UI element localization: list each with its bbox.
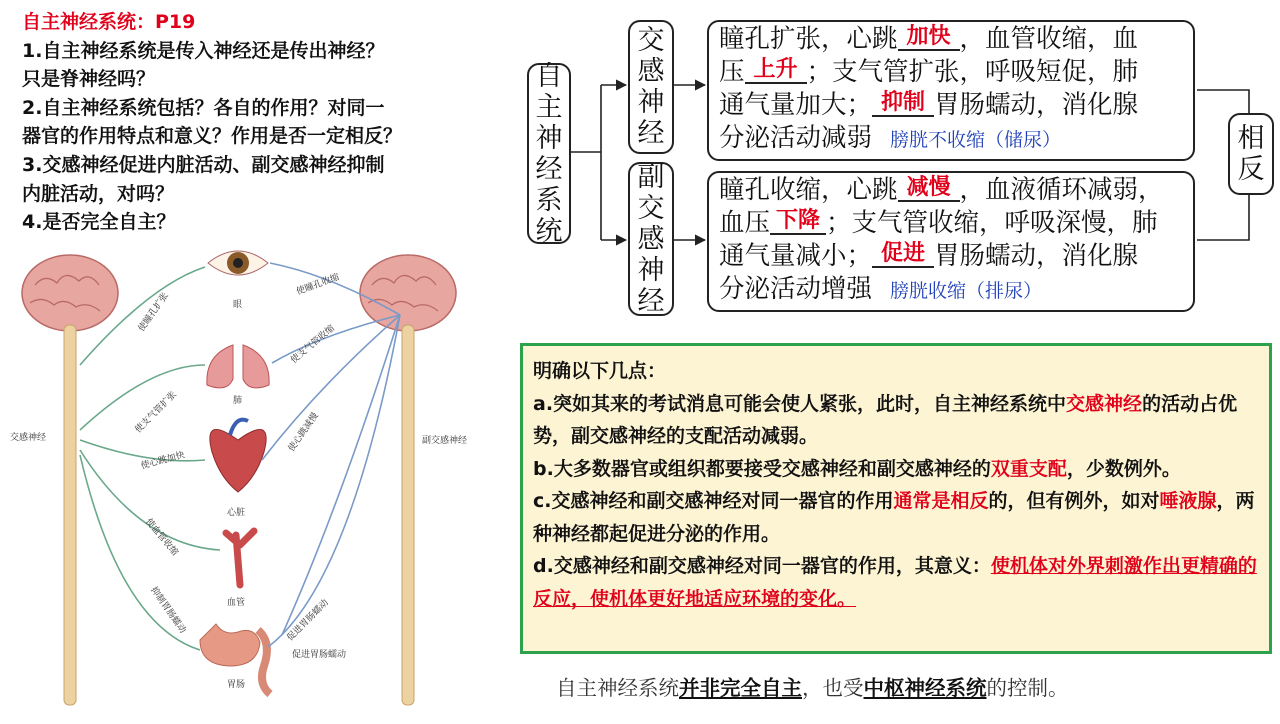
organ-label: 血管 — [227, 598, 246, 608]
footer-note: 自主神经系统并非完全自主，也受中枢神经系统的控制。 — [556, 676, 1069, 700]
lungs-icon — [207, 345, 269, 388]
arrow-label: 使支气管收缩 — [289, 323, 337, 366]
question-line: 1.自主神经系统是传入神经还是传出神经？ — [22, 39, 385, 62]
answer-blank: 抑制 — [872, 91, 934, 117]
question-line: 2.自主神经系统包括？各自的作用？对同一 — [22, 96, 385, 119]
nervous-system-illustration — [0, 245, 510, 720]
point-c: c.交感神经和副交感神经对同一器官的作用通常是相反的，但有例外，如对唾液腺，两种神经都起促进分泌的作用。 — [533, 490, 1255, 545]
heart-icon — [210, 420, 266, 492]
questions-panel — [22, 8, 512, 237]
point-a: a.突如其来的考试消息可能会使人紧张，此时，自主神经系统中交感神经的活动占优势，副交感神经的支配活动减弱。 — [533, 392, 1238, 447]
question-line: 只是脊神经吗？ — [22, 68, 156, 91]
organ-label: 胃肠 — [227, 680, 246, 690]
answer-blank: 加快 — [898, 25, 960, 51]
arrow-label: 促进胃肠蠕动 — [292, 650, 347, 660]
parasympathetic-arrows — [262, 263, 400, 647]
arrow-label: 使瞳孔收缩 — [295, 272, 341, 298]
answer-blank: 促进 — [872, 242, 934, 268]
question-line: 3.交感神经促进内脏活动、副交感神经抑制 — [22, 153, 385, 176]
parasympathetic-effects: 瞳孔收缩，心跳 减慢 ，血液循环减弱， 血压 下降 ；支气管收缩，呼吸深慢，肺 通气量减小； 促进 胃肠蠕动，消化腺 分泌活动增强 膀胱收缩（排尿） — [707, 171, 1195, 312]
point-b: b.大多数器官或组织都要接受交感神经和副交感神经的双重支配，少数例外。 — [533, 457, 1181, 480]
bladder-note: 膀胱不收缩（储尿） — [890, 129, 1062, 151]
arrow-label: 使瞳孔扩张 — [136, 291, 171, 334]
sympathetic-box: 交 感 神 经 — [628, 20, 674, 154]
arrow-label: 使心跳加快 — [139, 450, 186, 472]
questions-title: 自主神经系统：P19 — [22, 11, 196, 33]
sympathetic-effects: 瞳孔扩张，心跳 加快 ，血管收缩，血 压 上升 ；支气管扩张，呼吸短促，肺 通气量加大； 抑制 胃肠蠕动，消化腺 分泌活动减弱 膀胱不收缩（储尿） — [707, 20, 1195, 161]
illustration-drawing — [0, 245, 510, 720]
blood-vessel-icon — [226, 531, 254, 585]
arrow-label: 抑制胃肠蠕动 — [148, 585, 188, 636]
parasympathetic-label: 副交感神经 — [422, 436, 468, 446]
parasympathetic-box: 副 交 感 神 经 — [628, 162, 674, 316]
sympathetic-label: 交感神经 — [10, 433, 47, 443]
arrow-label: 使心跳减慢 — [286, 411, 321, 454]
answer-blank: 下降 — [770, 209, 826, 235]
point-d: d.交感神经和副交感神经对同一器官的作用，其意义：使机体对外界刺激作出更精确的反应，使机体更好地适应环境的变化。 — [533, 555, 1257, 610]
arrow-label: 使血管收缩 — [143, 517, 180, 558]
organ-label: 眼 — [233, 300, 243, 310]
bladder-note: 膀胱收缩（排尿） — [890, 280, 1043, 302]
arrow-label: 促进胃肠蠕动 — [285, 597, 331, 644]
opposite-box: 相 反 — [1228, 113, 1274, 195]
answer-blank: 减慢 — [898, 176, 960, 202]
question-line: 4.是否完全自主？ — [22, 211, 176, 234]
key-points-box — [520, 343, 1272, 654]
answer-blank: 上升 — [745, 58, 807, 84]
brain-icon — [360, 255, 456, 331]
brain-icon — [22, 255, 118, 331]
organ-label: 肺 — [233, 396, 243, 406]
autonomic-system-box: 自 主 神 经 系 统 — [527, 63, 571, 244]
arrow-label: 使支气管扩张 — [133, 389, 179, 436]
question-line: 内脏活动，对吗？ — [22, 182, 175, 205]
eye-icon — [208, 251, 268, 275]
key-points-heading: 明确以下几点： — [533, 360, 667, 382]
question-line: 器官的作用特点和意义？作用是否一定相反？ — [22, 125, 403, 148]
organ-label: 心脏 — [227, 508, 246, 518]
